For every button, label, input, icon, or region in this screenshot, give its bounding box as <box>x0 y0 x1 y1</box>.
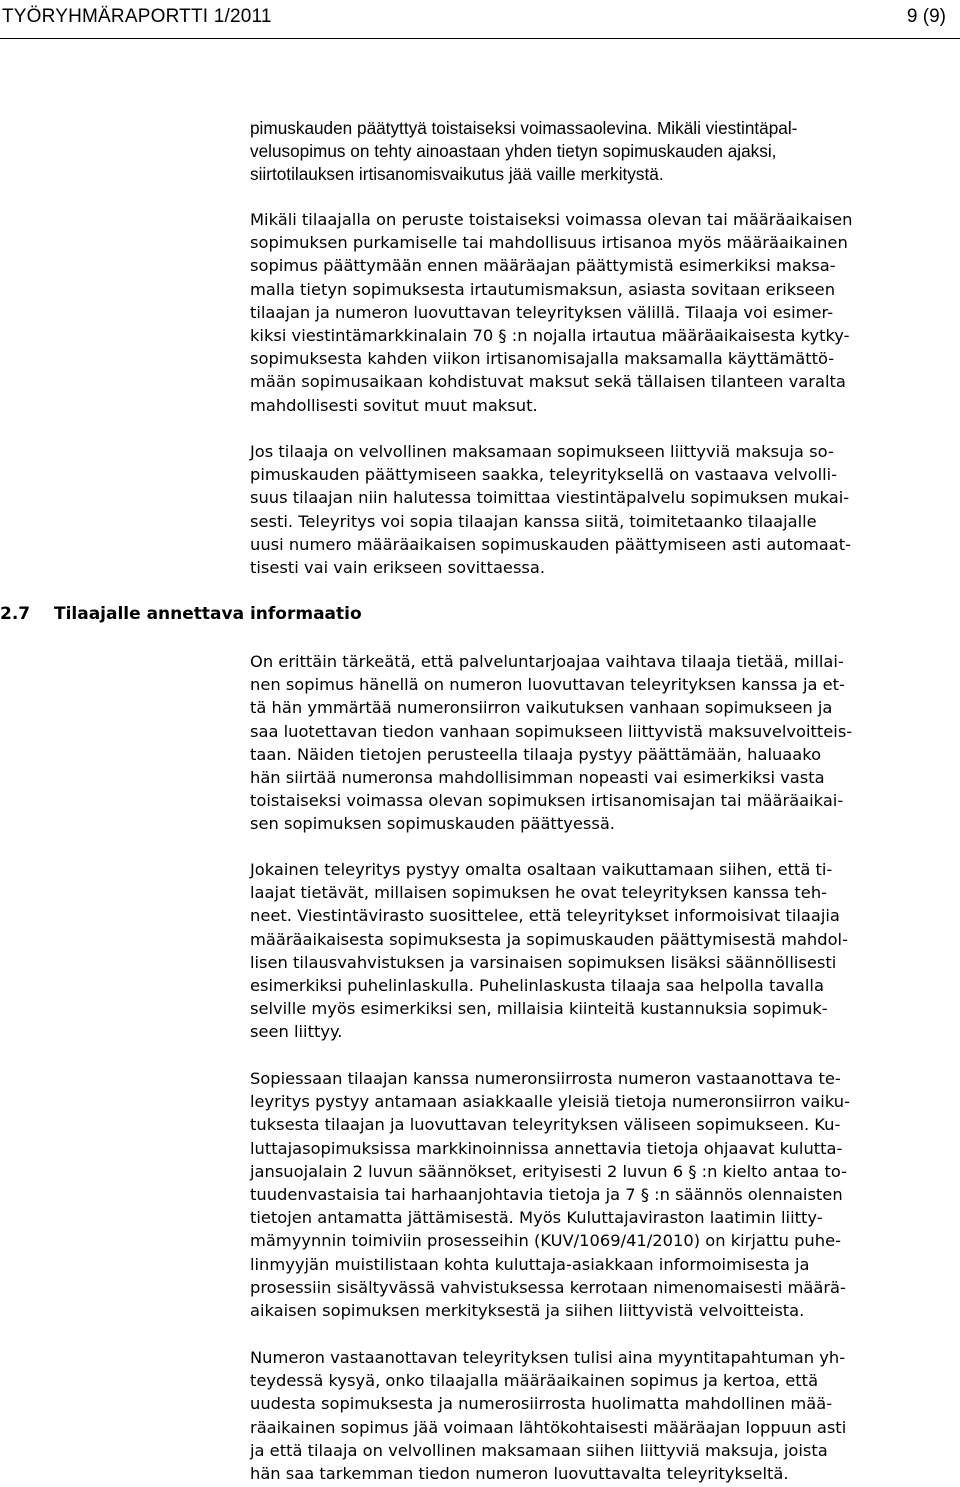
text-line: sopimuksesta kahden viikon irtisanomisajalla maksamalla käyttämättö- <box>250 349 835 369</box>
section-number: 2.7 <box>0 604 31 624</box>
paragraph-6 <box>250 1067 956 1322</box>
text-line: jansuojalain 2 luvun säännökset, erityisesti 2 luvun 6 § :n kielto antaa to- <box>250 1161 847 1181</box>
text-line: kiksi viestintämarkkinalain 70 § :n nojalla irtautua määräaikaisesta kytky- <box>250 326 850 346</box>
text-line: On erittäin tärkeätä, että palveluntarjoajaa vaihtava tilaaja tietää, millai- <box>250 652 844 671</box>
page-header <box>0 0 960 40</box>
text-line: taan. Näiden tietojen perusteella tilaaja pystyy päättämään, haluaako <box>250 744 822 764</box>
text-line: pimuskauden päätyttyä toistaiseksi voimassaolevina. Mikäli viestintäpal- <box>250 118 798 138</box>
text-line: laajat tietävät, millaisen sopimuksen he ovat teleyrityksen kanssa teh- <box>250 883 828 903</box>
section-heading <box>0 604 362 624</box>
text-line: Mikäli tilaajalla on peruste toistaiseksi voimassa olevan tai määräaikaisen <box>250 210 853 229</box>
text-line: siirtotilauksen irtisanomisvaikutus jää vaille merkitystä. <box>250 164 664 185</box>
text-line: esimerkiksi puhelinlaskulla. Puhelinlaskusta tilaaja saa helpolla tavalla <box>250 976 824 996</box>
text-line: ja että tilaaja on velvollinen maksamaan siihen liittyviä maksuja, joista <box>250 1440 828 1460</box>
text-line: sesti. Teleyritys voi sopia tilaajan kanssa siitä, toimitetaanko tilaajalle <box>250 511 817 531</box>
text-line: malla tietyn sopimuksesta irtautumismaksun, asiasta sovitaan erikseen <box>250 279 836 299</box>
text-line: saa luotettavan tiedon vanhaan sopimukseen liittyvistä maksuvelvoitteis- <box>250 721 853 741</box>
text-line: tuksesta tilaajan ja luovuttavan teleyrityksen väliseen sopimukseen. Ku- <box>250 1115 841 1135</box>
text-line: seen liittyy. <box>250 1022 343 1042</box>
text-line: Jos tilaaja on velvollinen maksamaan sopimukseen liittyviä maksuja so- <box>250 442 834 461</box>
text-line: velusopimus on tehty ainoastaan yhden tietyn sopimuskauden ajaksi, <box>250 141 777 162</box>
text-line: Jokainen teleyritys pystyy omalta osaltaan vaikuttamaan siihen, että ti- <box>250 860 833 879</box>
text-line: sopimuksen purkamiselle tai mahdollisuus irtisanoa myös määräaikainen <box>250 233 848 253</box>
text-line: tisesti vai vain erikseen sovittaessa. <box>250 558 546 578</box>
text-line: määräaikaisesta sopimuksesta ja sopimuskauden päättymisestä mahdol- <box>250 929 848 949</box>
report-title: TYÖRYHMÄRAPORTTI 1/2011 <box>2 6 272 27</box>
text-line: räaikainen sopimus jää voimaan lähtökohtaisesti määräajan loppuun asti <box>250 1417 847 1437</box>
text-line: sopimus päättymään ennen määräajan päättymistä esimerkiksi maksa- <box>250 256 836 276</box>
text-line: hän siirtää numeronsa mahdollisimman nopeasti vai esimerkiksi vasta <box>250 768 825 788</box>
text-line: Numeron vastaanottavan teleyrityksen tulisi aina myyntitapahtuman yh- <box>250 1348 846 1367</box>
text-line: lisen tilausvahvistuksen ja varsinaisen sopimuksen lisäksi säännöllisesti <box>250 952 837 972</box>
text-line: toistaiseksi voimassa olevan sopimuksen irtisanomisajan tai määräaikai- <box>250 791 844 811</box>
paragraph-3 <box>250 440 956 579</box>
header-divider <box>0 38 960 39</box>
text-line: linmyyjän muistilistaan kohta kuluttaja-asiakkaan informoimisesta ja <box>250 1254 810 1274</box>
text-line: uudesta sopimuksesta ja numerosiirrosta huolimatta mahdollinen mää- <box>250 1394 833 1414</box>
text-line: mään sopimusaikaan kohdistuvat maksut sekä tällaisen tilanteen varalta <box>250 372 846 392</box>
text-line: uusi numero määräaikaisen sopimuskauden päättymiseen asti automaat- <box>250 534 852 554</box>
text-line: suus tilaajan niin halutessa toimittaa viestintäpalvelu sopimuksen mukai- <box>250 488 850 508</box>
page-number: 9 (9) <box>906 6 946 27</box>
text-line: sen sopimuksen sopimuskauden päättyessä. <box>250 814 615 834</box>
text-line: prosessiin sisältyvässä vahvistuksessa kerrotaan nimenomaisesti määrä- <box>250 1277 846 1297</box>
paragraph-7 <box>250 1346 956 1485</box>
text-line: tietojen antamatta jättämisestä. Myös Kuluttajaviraston laatimin liitty- <box>250 1208 823 1228</box>
paragraph-2 <box>250 208 956 417</box>
text-line: nen sopimus hänellä on numeron luovuttavan teleyrityksen kanssa ja et- <box>250 675 845 695</box>
text-line: hän saa tarkemman tiedon numeron luovuttavalta teleyritykseltä. <box>250 1464 789 1484</box>
text-line: aikaisen sopimuksen merkityksestä ja siihen liittyvistä velvoitteista. <box>250 1301 805 1321</box>
section-title: Tilaajalle annettava informaatio <box>53 604 362 624</box>
text-line: Sopiessaan tilaajan kanssa numeronsiirrosta numeron vastaanottava te- <box>250 1069 841 1088</box>
text-line: tilaajan ja numeron luovuttavan teleyrityksen välillä. Tilaaja voi esimer- <box>250 302 834 322</box>
text-line: tuudenvastaisia tai harhaanjohtavia tietoja ja 7 § :n säännös olennaisten <box>250 1185 843 1205</box>
text-line: mämyynnin toimiviin prosesseihin (KUV/1069/41/2010) on kirjattu puhe- <box>250 1231 841 1251</box>
text-line: neet. Viestintävirasto suosittelee, että teleyritykset informoisivat tilaajia <box>250 906 840 926</box>
text-line: tä hän ymmärtää numeronsiirron vaikutuksen vanhaan sopimukseen ja <box>250 698 833 718</box>
paragraph-5 <box>250 858 956 1044</box>
text-line: leyritys pystyy antamaan asiakkaalle yleisiä tietoja numeronsiirron vaiku- <box>250 1092 850 1112</box>
text-line: teydessä kysyä, onko tilaajalla määräaikainen sopimus ja kertoa, että <box>250 1371 819 1391</box>
text-line: pimuskauden päättymiseen saakka, teleyrityksellä on vastaava velvolli- <box>250 465 838 485</box>
text-line: selville myös esimerkiksi sen, millaisia kiinteitä kustannuksia sopimuk- <box>250 999 828 1019</box>
text-line: mahdollisesti sovitut muut maksut. <box>250 395 538 415</box>
text-line: luttajasopimuksissa markkinoinnissa annettavia tietoja ohjaavat kulutta- <box>250 1138 843 1158</box>
paragraph-4 <box>250 650 956 836</box>
paragraph-1 <box>250 117 956 187</box>
